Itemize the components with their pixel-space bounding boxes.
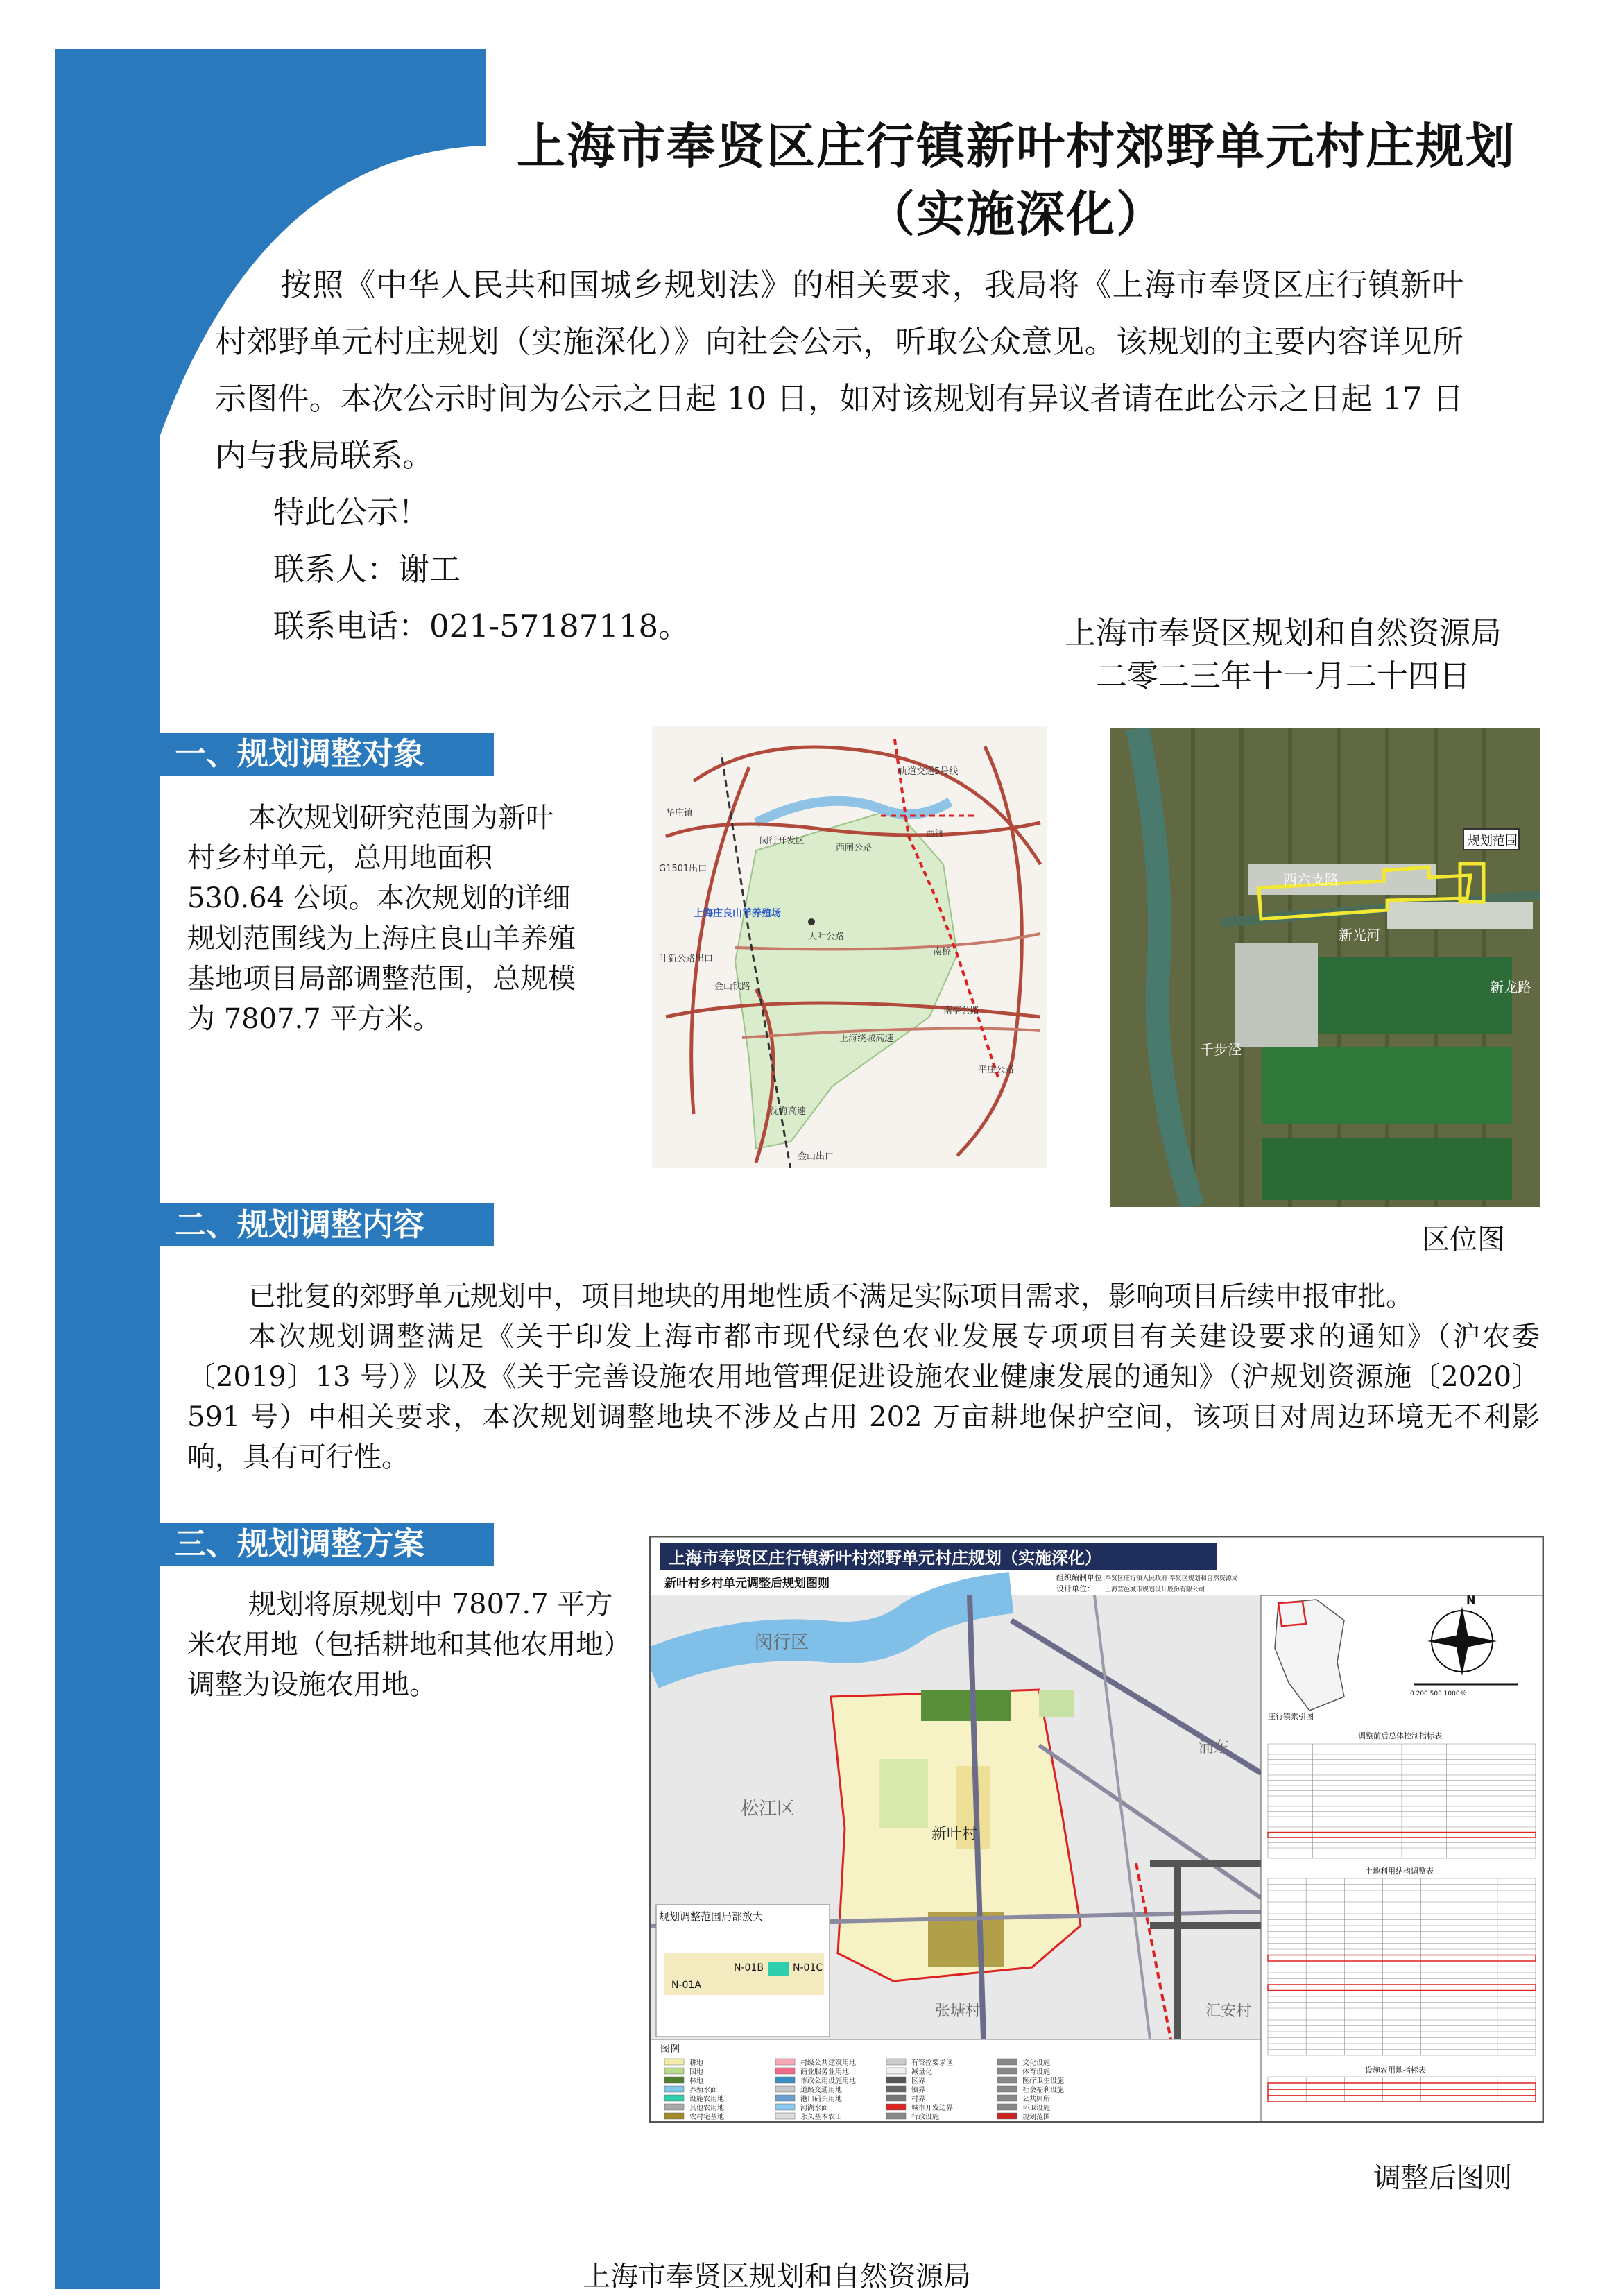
sheet-map-label-zhangtang: 张塘村 — [935, 2003, 981, 2020]
legend-label: 有管控要求区 — [911, 2059, 953, 2067]
map-label-huazhuang: 华庄镇 — [666, 808, 694, 819]
table-2-title: 土地利用结构调整表 — [1365, 1867, 1434, 1876]
legend-label: 公共厕所 — [1022, 2096, 1050, 2103]
legend-swatch — [886, 2113, 906, 2119]
map-label-xizha: 西闸公路 — [836, 843, 873, 853]
section-1-text: 本次规划研究范围为新叶村乡村单元，总用地面积 530.64 公顷。本次规划的详细规划范围线为上海庄良山羊养殖基地项目局部调整范围，总规模为 7807.7 平方米。 — [187, 802, 576, 1035]
sheet-designer-label: 设计单位： — [1056, 1584, 1094, 1593]
legend-label: 环卫设施 — [1022, 2105, 1050, 2112]
legend-label: 其他农用地 — [689, 2105, 724, 2112]
signature-block — [1020, 612, 1547, 698]
plan-caption: 调整后图则 — [1373, 2162, 1512, 2194]
section-2-text-2: 本次规划调整满足《关于印发上海市都市现代绿色农业发展专项项目有关建设要求的通知》（沪农委〔2019〕13 号）》以及《关于完善设施农用地管理促进设施农业健康发展的通知》（沪规划资源施〔2020〕591 号）中相关要求，本次规划调整地块不涉及占用 202 万亩耕地保护空间，该项目对周边环境无不利影响，具有可行性。 — [187, 1321, 1540, 1473]
legend-label: 村界 — [911, 2096, 925, 2103]
legend-swatch — [886, 2104, 906, 2110]
contact-phone: 联系电话：021-57187118。 — [273, 608, 690, 644]
legend-label: 社会福利设施 — [1022, 2087, 1064, 2094]
legend-swatch — [775, 2059, 795, 2065]
legend-swatch — [886, 2059, 906, 2065]
section-3-text: 规划将原规划中 7807.7 平方米农用地（包括耕地和其他农用地）调整为设施农用地。 — [187, 1588, 617, 1701]
signature-date: 二零二三年十一月二十四日 — [1095, 658, 1470, 694]
map-label-shenhai: 沈海高速 — [770, 1106, 807, 1117]
legend-swatch — [664, 2077, 684, 2083]
table-1-title: 调整前后总体控制指标表 — [1358, 1731, 1442, 1740]
legend-swatch — [664, 2095, 684, 2101]
legend-label: 永久基本农田 — [800, 2114, 842, 2121]
section-1-heading: 一、规划调整对象 — [148, 733, 494, 776]
contact-person: 联系人：谢工 — [273, 551, 461, 588]
title-line-2: （实施深化） — [866, 186, 1166, 243]
map-label-jinshan-rail: 金山铁路 — [714, 982, 751, 992]
legend-swatch — [997, 2077, 1017, 2083]
inset-label-n01c: N-01C — [793, 1962, 823, 1973]
legend-label: 体育设施 — [1022, 2068, 1050, 2076]
legend-label: 规划范围 — [1022, 2114, 1050, 2121]
legend-label: 林地 — [689, 2077, 703, 2085]
inset-label-n01b: N-01B — [734, 1962, 764, 1973]
legend-label: 行政设施 — [911, 2114, 939, 2121]
map-label-pingzhuang: 平庄公路 — [978, 1065, 1015, 1075]
legend-label: 城市开发边界 — [911, 2105, 953, 2112]
legend-swatch — [775, 2104, 795, 2110]
sat-label-qianbu: 千步泾 — [1200, 1041, 1242, 1058]
legend-swatch — [775, 2113, 795, 2119]
legend-label: 市政公用设施用地 — [800, 2077, 856, 2085]
sheet-subtitle: 新叶村乡村单元调整后规划图则 — [664, 1577, 830, 1591]
compass-north-label: N — [1466, 1593, 1476, 1607]
legend-swatch — [997, 2068, 1017, 2074]
sheet-map-label-huian: 汇安村 — [1205, 2003, 1252, 2020]
sheet-title: 上海市奉贤区庄行镇新叶村郊野单元村庄规划（实施深化） — [669, 1548, 1101, 1568]
legend-label: 园地 — [689, 2068, 703, 2076]
scale-label: 0 200 500 1000米 — [1410, 1690, 1466, 1697]
legend-swatch — [775, 2077, 795, 2083]
satellite-image — [1110, 728, 1540, 1207]
legend-label: 港口码头用地 — [800, 2096, 842, 2103]
legend-swatch — [997, 2095, 1017, 2101]
sat-label-xinguang: 新光河 — [1339, 927, 1380, 943]
legend-label: 道路交通用地 — [800, 2087, 842, 2094]
map-label-ring: 上海绕城高速 — [839, 1034, 894, 1044]
sheet-map-label-pudong: 浦东 — [1199, 1739, 1230, 1756]
sheet-map-label-xinye: 新叶村 — [931, 1826, 978, 1843]
map-label-nanting: 南亭公路 — [943, 1006, 980, 1016]
inset-label-n01a: N-01A — [671, 1980, 701, 1991]
legend-label: 区界 — [911, 2077, 925, 2085]
legend-label: 河湖水面 — [800, 2105, 828, 2112]
sat-label-xinlong: 新龙路 — [1490, 979, 1531, 995]
legend-label: 农村宅基地 — [689, 2114, 724, 2121]
legend-label: 文化设施 — [1022, 2059, 1050, 2067]
legend-swatch — [664, 2086, 684, 2092]
legend-swatch — [664, 2068, 684, 2074]
map-label-daye: 大叶公路 — [808, 932, 845, 942]
section-2-text-1: 已批复的郊野单元规划中，项目地块的用地性质不满足实际项目需求，影响项目后续申报审批。 — [248, 1280, 1414, 1312]
intro-paragraph: 按照《中华人民共和国城乡规划法》的相关要求，我局将《上海市奉贤区庄行镇新叶村郊野单元村庄规划（实施深化）》向社会公示，听取公众意见。该规划的主要内容详见所示图件。本次公示时间为公示之日起 10 日，如对该规划有异议者请在此公示之日起 17 日内与我局联系。 — [215, 266, 1463, 474]
inset-title: 规划调整范围局部放大 — [659, 1910, 764, 1923]
planning-sheet — [649, 1536, 1544, 2123]
legend-label: 商业服务业用地 — [800, 2068, 849, 2076]
legend-swatch — [997, 2113, 1017, 2119]
notice-block — [273, 484, 1036, 655]
table-3-title: 设施农用地指标表 — [1365, 2066, 1426, 2075]
legend-swatch — [664, 2113, 684, 2119]
legend-label: 镇界 — [911, 2087, 925, 2094]
legend-swatch — [664, 2059, 684, 2065]
page-title — [444, 112, 1588, 248]
sheet-org-label: 组织编制单位： — [1056, 1573, 1110, 1582]
legend-swatch — [886, 2086, 906, 2092]
legend-swatch — [775, 2095, 795, 2101]
legend-label: 养殖水面 — [689, 2087, 717, 2094]
map-label-yexin: 叶新公路出口 — [659, 954, 714, 964]
legend-label: 村级公共建筑用地 — [800, 2059, 856, 2067]
map-label-jinshan-exit: 金山出口 — [798, 1151, 834, 1162]
planning-sheet-drawing — [651, 1537, 1543, 2121]
map-label-nanqiao: 南桥 — [933, 947, 952, 957]
legend-swatch — [886, 2095, 906, 2101]
legend-label: 设施农用地 — [689, 2096, 724, 2103]
location-map-caption: 区位图 — [1422, 1224, 1505, 1256]
map-label-minhang: 闵行开发区 — [759, 836, 805, 846]
map-site-label: 上海庄良山羊养殖场 — [694, 908, 781, 919]
map-label-g1501: G1501出口 — [659, 864, 707, 874]
legend-swatch — [997, 2059, 1017, 2065]
section-3-heading: 三、规划调整方案 — [148, 1523, 494, 1566]
legend-label: 医疗卫生设施 — [1022, 2077, 1064, 2085]
footer-org: 上海市奉贤区规划和自然资源局 — [583, 2261, 971, 2293]
signature-org: 上海市奉贤区规划和自然资源局 — [1064, 615, 1502, 651]
sat-label-xiliu: 西六支路 — [1283, 871, 1339, 888]
sheet-org-value: 奉贤区庄行镇人民政府 奉贤区规划和自然资源局 — [1105, 1575, 1238, 1582]
section-2-heading: 二、规划调整内容 — [148, 1203, 494, 1246]
legend-swatch — [997, 2086, 1017, 2092]
closing-text: 特此公示！ — [273, 494, 430, 531]
sheet-designer-value: 上海营邑城市规划设计股份有限公司 — [1105, 1586, 1205, 1593]
legend-title: 图例 — [660, 2044, 680, 2055]
legend-swatch — [997, 2104, 1017, 2110]
title-line-1: 上海市奉贤区庄行镇新叶村郊野单元村庄规划 — [517, 118, 1515, 175]
sheet-map-label-songjiang: 松江区 — [741, 1799, 796, 1819]
legend-swatch — [775, 2068, 795, 2074]
legend-swatch — [775, 2086, 795, 2092]
sat-label-boundary: 规划范围 — [1468, 834, 1518, 848]
regional-location-map — [652, 726, 1047, 1168]
legend-label: 耕地 — [689, 2059, 703, 2067]
legend-swatch — [664, 2104, 684, 2110]
legend-swatch — [886, 2068, 906, 2074]
map-label-metro5: 轨道交通5号线 — [898, 766, 959, 777]
legend-swatch — [886, 2077, 906, 2083]
map-label-xidu: 西渡 — [926, 829, 945, 839]
legend-label: 减量化 — [911, 2068, 932, 2076]
sheet-map-label-minhang: 闵行区 — [755, 1632, 809, 1653]
index-map-label: 庄行镇索引图 — [1268, 1712, 1314, 1721]
